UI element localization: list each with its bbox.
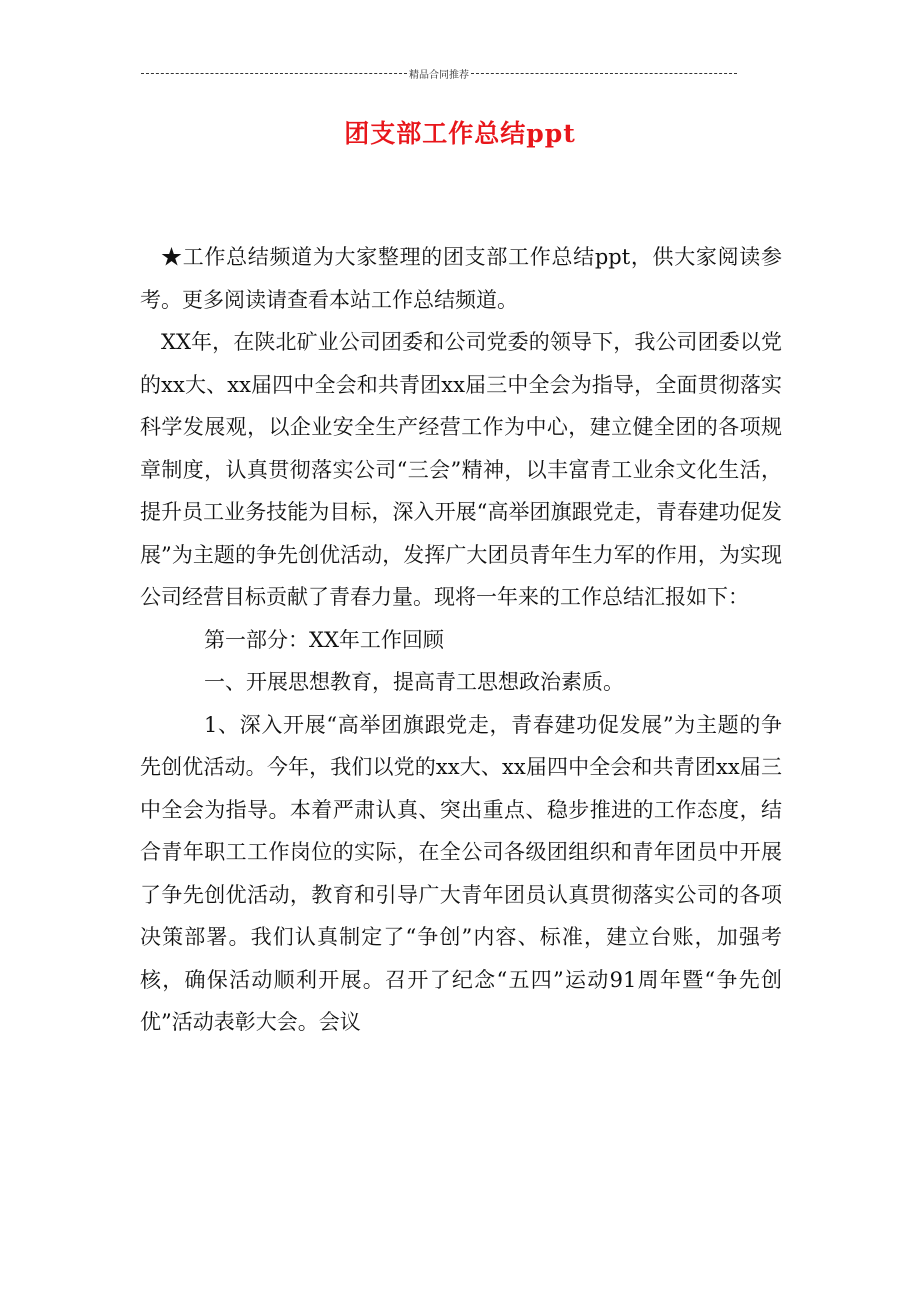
summary-paragraph: XX年，在陕北矿业公司团委和公司党委的领导下，我公司团委以党的xx大、xx届四中全会和共青团xx届三中全会为指导，全面贯彻落实科学发展观，以企业安全生产经营工作为中心，建立健全团的各项规章制度，认真贯彻落实公司“三会”精神，以丰富青工业余文化生活，提升员工业务技能为目标，深入开展“高举团旗跟党走，青春建功促发展”为主题的争先创优活动，发挥广大团员青年生力军的作用，为实现公司经营目标贡献了青春力量。现将一年来的工作总结汇报如下：: [140, 330, 782, 609]
subsection-heading: 一、开展思想教育，提高青工思想政治素质。: [204, 670, 624, 694]
document-title: 团支部工作总结ppt: [344, 119, 576, 148]
header-text: 精品合同推荐: [409, 69, 469, 81]
document-body: [140, 236, 782, 1044]
intro-paragraph: ★工作总结频道为大家整理的团支部工作总结ppt，供大家阅读参考。更多阅读请查看本站工作总结频道。: [140, 245, 782, 312]
item-paragraph: 1、深入开展“高举团旗跟党走，青春建功促发展”为主题的争先创优活动。今年，我们以党的xx大、xx届四中全会和共青团xx届三中全会为指导。本着严肃认真、突出重点、稳步推进的工作态度，结合青年职工工作岗位的实际，在全公司各级团组织和青年团员中开展了争先创优活动，教育和引导广大青年团员认真贯彻落实公司的各项决策部署。我们认真制定了“争创”内容、标准，建立台账，加强考核，确保活动顺利开展。召开了纪念“五四”运动91周年暨“争先创优”活动表彰大会。会议: [140, 712, 782, 1034]
page-header: [141, 66, 737, 80]
section-heading: 第一部分：XX年工作回顾: [204, 627, 444, 652]
header-dash-left: [141, 73, 407, 74]
header-dash-right: [471, 73, 737, 74]
